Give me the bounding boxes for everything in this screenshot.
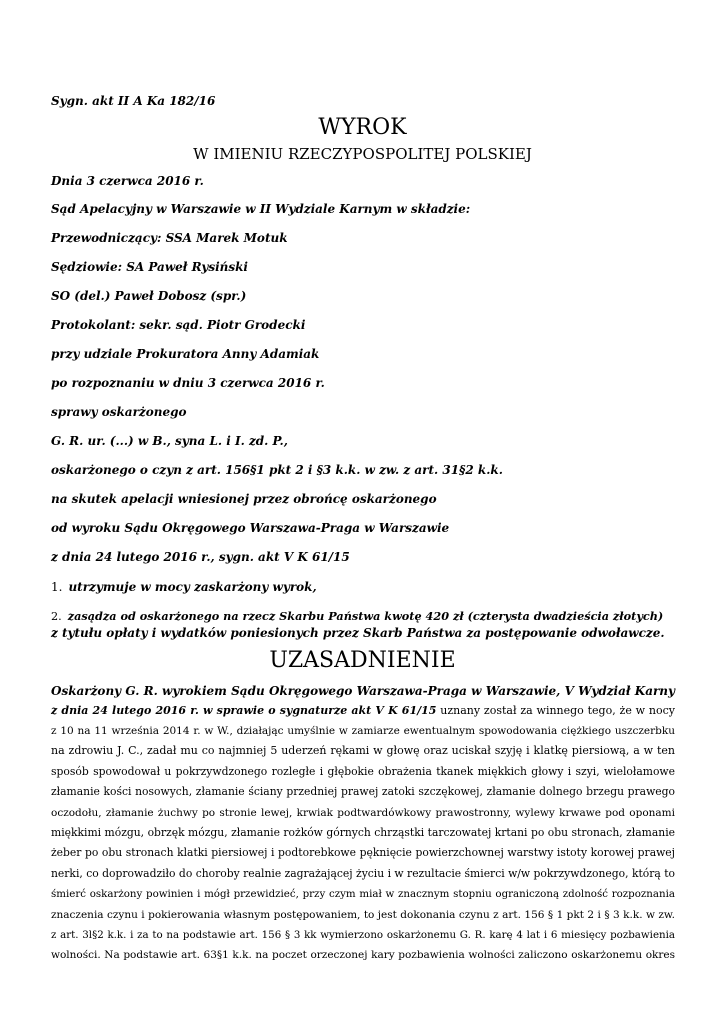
justification-verdict-text: uznany został za winnego tego, że w nocy bbox=[436, 704, 675, 717]
ruling-number: 2. bbox=[51, 610, 62, 623]
body-line: złamanie kości nosowych, złamanie ściany przedniej prawej zatoki szczękowej, złamanie dolnego brzegu prawego bbox=[51, 785, 675, 799]
justification-body bbox=[51, 682, 675, 966]
ruling-text: utrzymuje w mocy zaskarżony wyrok, bbox=[68, 580, 317, 594]
body-line: z art. 3l§2 k.k. i za to na podstawie art. 156 § 3 kk wymierzono oskarżonemu G. R. karę 4 lat i 6 miesięcy pozbawienia bbox=[51, 928, 675, 941]
prosecutor: przy udziale Prokuratora Anny Adamiak bbox=[51, 347, 320, 361]
court-reporter: Protokolant: sekr. sąd. Piotr Grodecki bbox=[51, 318, 306, 332]
case-of-accused: sprawy oskarżonego bbox=[51, 405, 187, 419]
body-line: wolności. Na podstawie art. 63§1 k.k. na poczet orzeczonej kary pozbawienia wolności zaliczono oskarżonemu okres bbox=[51, 949, 675, 962]
ruling-item-2 bbox=[51, 609, 663, 624]
document-subtitle: W IMIENIU RZECZYPOSPOLITEJ POLSKIEJ bbox=[193, 145, 532, 163]
justification-lead: Oskarżony G. R. wyrokiem Sądu Okręgowego Warszawa-Praga w Warszawie, V Wydział Karny bbox=[51, 684, 675, 698]
body-line: oczodołu, złamanie żuchwy po stronie lewej, krwiak podtwardówkowy prawostronny, wylewy krwawe pod oponami bbox=[51, 806, 675, 819]
document-title: WYROK bbox=[318, 115, 407, 140]
delegated-judge: SO (del.) Paweł Dobosz (spr.) bbox=[51, 289, 247, 303]
body-line: żeber po obu stronach klatki piersiowej i podtorebkowe pęknięcie powierzchownej warstwy istoty korowej prawej bbox=[51, 846, 675, 860]
hearing-date: po rozpoznaniu w dniu 3 czerwca 2016 r. bbox=[51, 376, 325, 390]
court-composition: Sąd Apelacyjny w Warszawie w II Wydziale Karnym w składzie: bbox=[51, 202, 471, 216]
body-line: miękkimi mózgu, obrzęk mózgu, złamanie rożków górnych chrząstki tarczowatej krtani po obu stronach, złamanie bbox=[51, 825, 675, 839]
body-line: sposób spowodował u pokrzywdzonego rozległe i głębokie obrażenia tkanek miękkich głowy i szyi, wielołamowe bbox=[51, 764, 675, 778]
appealed-judgment-date: z dnia 24 lutego 2016 r., sygn. akt V K 61/15 bbox=[51, 550, 350, 564]
body-line: nerki, co doprowadziło do choroby realnie zagrażającej życiu i w rezultacie śmierci w/w pokrzywdzonego, którą to bbox=[51, 866, 676, 880]
ruling-text: zasądza od oskarżonego na rzecz Skarbu Państwa kwotę 420 zł (czterysta dwadzieścia złotych) bbox=[67, 609, 664, 623]
body-line: znaczenia czynu i pokierowania własnym postępowaniem, to jest dokonania czynu z art. 156 § 1 pkt 2 i § 3 k.k. w zw. bbox=[51, 908, 675, 921]
charge: oskarżonego o czyn z art. 156§1 pkt 2 i §3 k.k. w zw. z art. 31§2 k.k. bbox=[51, 463, 503, 477]
ruling-item-2-continued: z tytułu opłaty i wydatków poniesionych przez Skarb Państwa za postępowanie odwoławcze. bbox=[51, 626, 665, 640]
body-line: śmierć oskarżony powinien i mógł przewidzieć, przy czym miał w znacznym stopniu ograniczoną zdolność rozpoznania bbox=[51, 888, 675, 901]
body-line: na zdrowiu J. C., zadał mu co najmniej 5 uderzeń rękami w głowę oraz uciskał szyję i klatkę piersiową, a w ten bbox=[51, 744, 675, 758]
case-signature: Sygn. akt II A Ka 182/16 bbox=[51, 94, 216, 108]
body-line: z 10 na 11 września 2014 r. w W., działając umyślnie w zamiarze ewentualnym spowodowania ciężkiego uszczerbku bbox=[51, 725, 675, 737]
ruling-date: Dnia 3 czerwca 2016 r. bbox=[51, 174, 204, 188]
judges: Sędziowie: SA Paweł Rysiński bbox=[51, 260, 248, 274]
appeal-basis: na skutek apelacji wniesionej przez obrońcę oskarżonego bbox=[51, 492, 437, 506]
justification-lead-line-2 bbox=[51, 700, 675, 721]
justification-lead-reference: z dnia 24 lutego 2016 r. w sprawie o sygnaturze akt V K 61/15 bbox=[51, 704, 437, 717]
accused-identity: G. R. ur. (...) w B., syna L. i I. zd. P., bbox=[51, 434, 288, 448]
ruling-item-1 bbox=[51, 580, 317, 595]
ruling-number: 1. bbox=[51, 580, 63, 594]
appealed-judgment: od wyroku Sądu Okręgowego Warszawa-Praga w Warszawie bbox=[51, 521, 450, 535]
justification-heading: UZASADNIENIE bbox=[269, 648, 456, 673]
presiding-judge: Przewodniczący: SSA Marek Motuk bbox=[51, 231, 288, 245]
